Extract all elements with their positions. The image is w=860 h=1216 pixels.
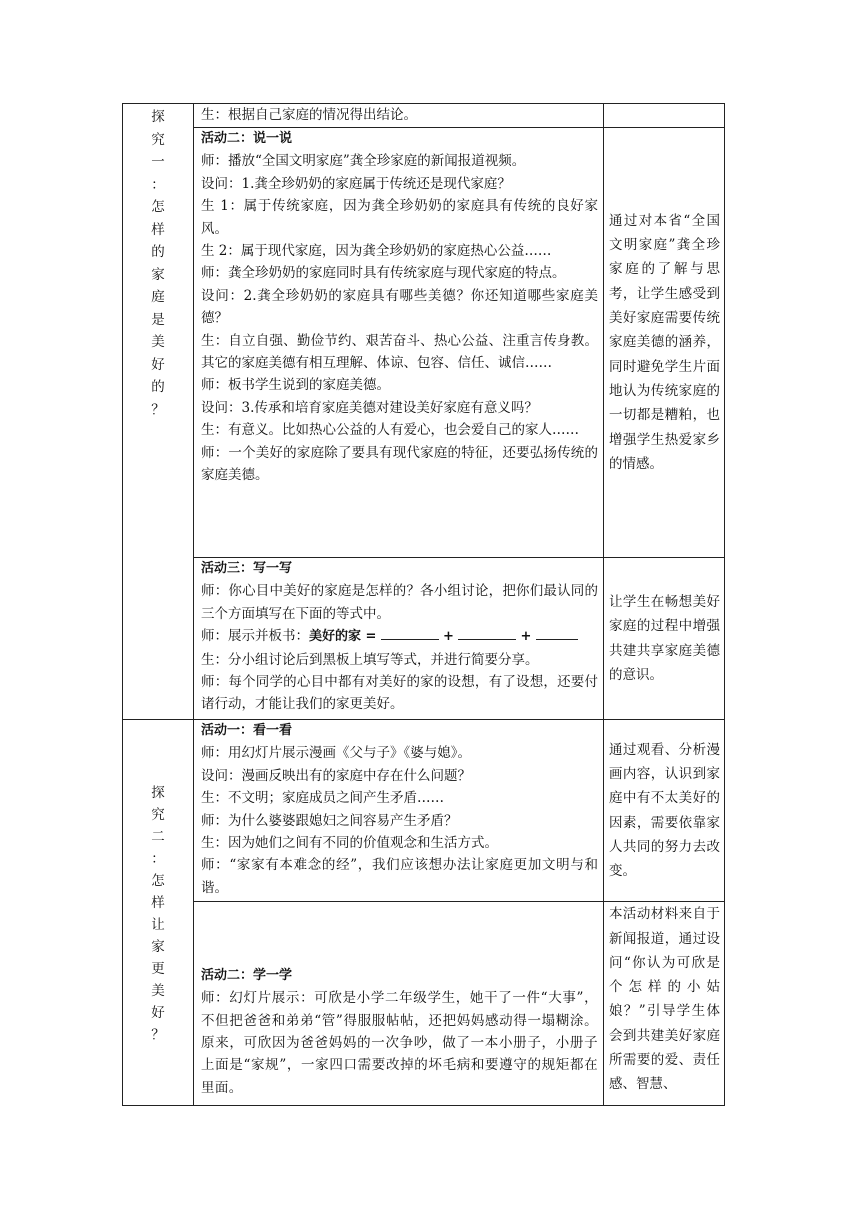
design-note: 通过观看、分析漫画内容，认识到家庭中有不太美好的因素，需要依靠家人共同的努力去改变。 (609, 741, 720, 880)
label-char: 是 (151, 311, 165, 328)
activity-line: 师：为什么婆婆跟媳妇之间容易产生矛盾？ (201, 812, 458, 829)
activity-line: 生：自立自强、勤俭节约、艰苦奋斗、热心公益、注重言传身教。其它的家庭美德有相互理解、体谅、包容、信任、诚信…… (201, 332, 598, 372)
label-char: 庭 (151, 289, 165, 305)
activity-line: 生：因为她们之间有不同的价值观念和生活方式。 (201, 835, 498, 852)
activity-line: 设问：3.传承和培育家庭美德对建设美好家庭有意义吗？ (201, 399, 538, 416)
label-char: 一 (151, 154, 165, 170)
activity-line: 生：有意义。比如热心公益的人有爱心，也会爱自己的家人…… (201, 422, 579, 439)
activity-line: 师：板书学生说到的家庭美德。 (201, 377, 390, 394)
section1-label (123, 104, 193, 421)
section-label-cell (123, 104, 194, 720)
activity-title: 活动一：看一看 (201, 723, 293, 738)
conclusion-line: 生：根据自己家庭的情况得出结论。 (201, 107, 417, 123)
label-char: 家 (151, 266, 165, 283)
label-char: 探 (151, 784, 165, 801)
label-char: 美 (151, 334, 165, 350)
design-note: 本活动材料来自于新闻报道，通过设问“你认为可欣是个怎样的小姑娘？”引导学生体会到共建美好家庭所需要的爱、责任感、智慧、 (609, 906, 720, 1093)
label-char: 让 (151, 916, 165, 933)
label-char: 家 (151, 938, 165, 955)
label-char: 二 (151, 828, 165, 845)
activity-line: 师：一个美好的家庭除了要具有现代家庭的特征，还要弘扬传统的家庭美德。 (201, 444, 598, 484)
label-char: ： (151, 850, 165, 867)
label-char: 探 (151, 109, 165, 125)
section2-label (123, 780, 193, 1046)
activity-title: 活动二：学一学 (201, 967, 293, 983)
design-note: 通过对本省“全国文明家庭”龚全珍家庭的了解与思考，让学生感受到美好家庭需要传统家庭美德的涵养，同时避免学生片面地认为传统家庭的一切都是糟粕，也增强学生热爱家乡的情感。 (609, 212, 720, 472)
content-cell (194, 558, 604, 720)
label-char: 怎 (151, 872, 165, 889)
label-char: 好 (151, 356, 165, 373)
note-cell (604, 558, 725, 720)
label-char: ？ (151, 401, 165, 418)
activity-line: 设问：1.龚全珍奶奶的家庭属于传统还是现代家庭？ (201, 175, 511, 192)
section-label-cell (123, 720, 194, 1106)
activity-line: 师：幻灯片展示：可欣是小学二年级学生，她干了一件“大事”，不但把爸爸和弟弟“管”得服服帖帖，还把妈妈感动得一塌糊涂。原来，可欣因为爸爸妈妈的一次争吵，做了一本小册子，小册子上面是“家规”，一家四口需要改掉的坏毛病和要遵守的规矩都在里面。 (201, 990, 598, 1096)
label-char: 样 (151, 221, 165, 238)
note-cell (604, 902, 725, 1106)
label-char: 究 (151, 131, 165, 148)
table-row (123, 720, 725, 902)
activity-line: 师：每个同学的心目中都有对美好的家的设想，有了设想，还要付诸行动，才能让我们的家更美好。 (201, 674, 598, 713)
formula-line (201, 625, 598, 648)
label-char: 美 (151, 982, 165, 999)
activity-line: 师：你心目中美好的家庭是怎样的？各小组讨论，把你们最认同的三个方面填写在下面的等式中。 (201, 583, 598, 622)
label-char: 的 (151, 244, 165, 260)
activity-line: 设问：漫画反映出有的家庭中存在什么问题？ (201, 767, 471, 784)
label-char: ？ (151, 1026, 165, 1043)
activity-line: 生 1：属于传统家庭，因为龚全珍奶奶的家庭具有传统的良好家风。 (201, 198, 598, 237)
label-char: 更 (151, 960, 165, 977)
formula-blank (381, 625, 439, 640)
content-cell (194, 720, 604, 902)
activity-line: 师：“家家有本难念的经”，我们应该想办法让家庭更加文明与和谐。 (201, 857, 598, 896)
label-char: ： (151, 176, 165, 193)
formula-blank (536, 625, 578, 640)
formula-label: 美好的家 = (309, 629, 377, 645)
design-note: 让学生在畅想美好家庭的过程中增强共建共享家庭美德的意识。 (609, 593, 720, 683)
activity-title: 活动二：说一说 (201, 131, 293, 146)
formula-prefix: 师：展示并板书： (201, 628, 309, 645)
table-row (123, 902, 725, 1106)
note-cell (604, 720, 725, 902)
label-char: 怎 (151, 199, 165, 215)
activity-line: 设问：2.龚全珍奶奶的家庭具有哪些美德？你还知道哪些家庭美德？ (201, 287, 598, 327)
table-row (123, 128, 725, 558)
formula-blank (458, 625, 516, 640)
label-char: 好 (151, 1004, 165, 1021)
activity-line: 师：播放“全国文明家庭”龚全珍家庭的新闻报道视频。 (201, 153, 526, 170)
activity-line: 生 2：属于现代家庭，因为龚全珍奶奶的家庭热心公益…… (201, 243, 552, 260)
table-row (123, 558, 725, 720)
label-char: 的 (151, 379, 165, 395)
table-row (123, 104, 725, 128)
activity-body (201, 150, 598, 486)
activity-line: 生：分小组讨论后到黑板上填写等式，并进行简要分享。 (201, 651, 539, 668)
activity-line: 师：龚全珍奶奶的家庭同时具有传统家庭与现代家庭的特点。 (201, 265, 566, 282)
note-cell (604, 104, 725, 128)
activity-body (201, 742, 598, 899)
lesson-plan-table (122, 103, 725, 1106)
activity-line: 师：用幻灯片展示漫画《父与子》《婆与媳》。 (201, 745, 471, 762)
activity-line: 生：不文明；家庭成员之间产生矛盾…… (201, 790, 444, 807)
formula-plus: + (520, 629, 532, 645)
label-char: 究 (151, 806, 165, 823)
content-cell (194, 902, 604, 1106)
label-char: 样 (151, 894, 165, 911)
formula-plus: + (443, 629, 454, 645)
note-cell (604, 128, 725, 558)
content-cell (194, 104, 604, 128)
activity-title: 活动三：写一写 (201, 561, 293, 576)
content-cell (194, 128, 604, 558)
